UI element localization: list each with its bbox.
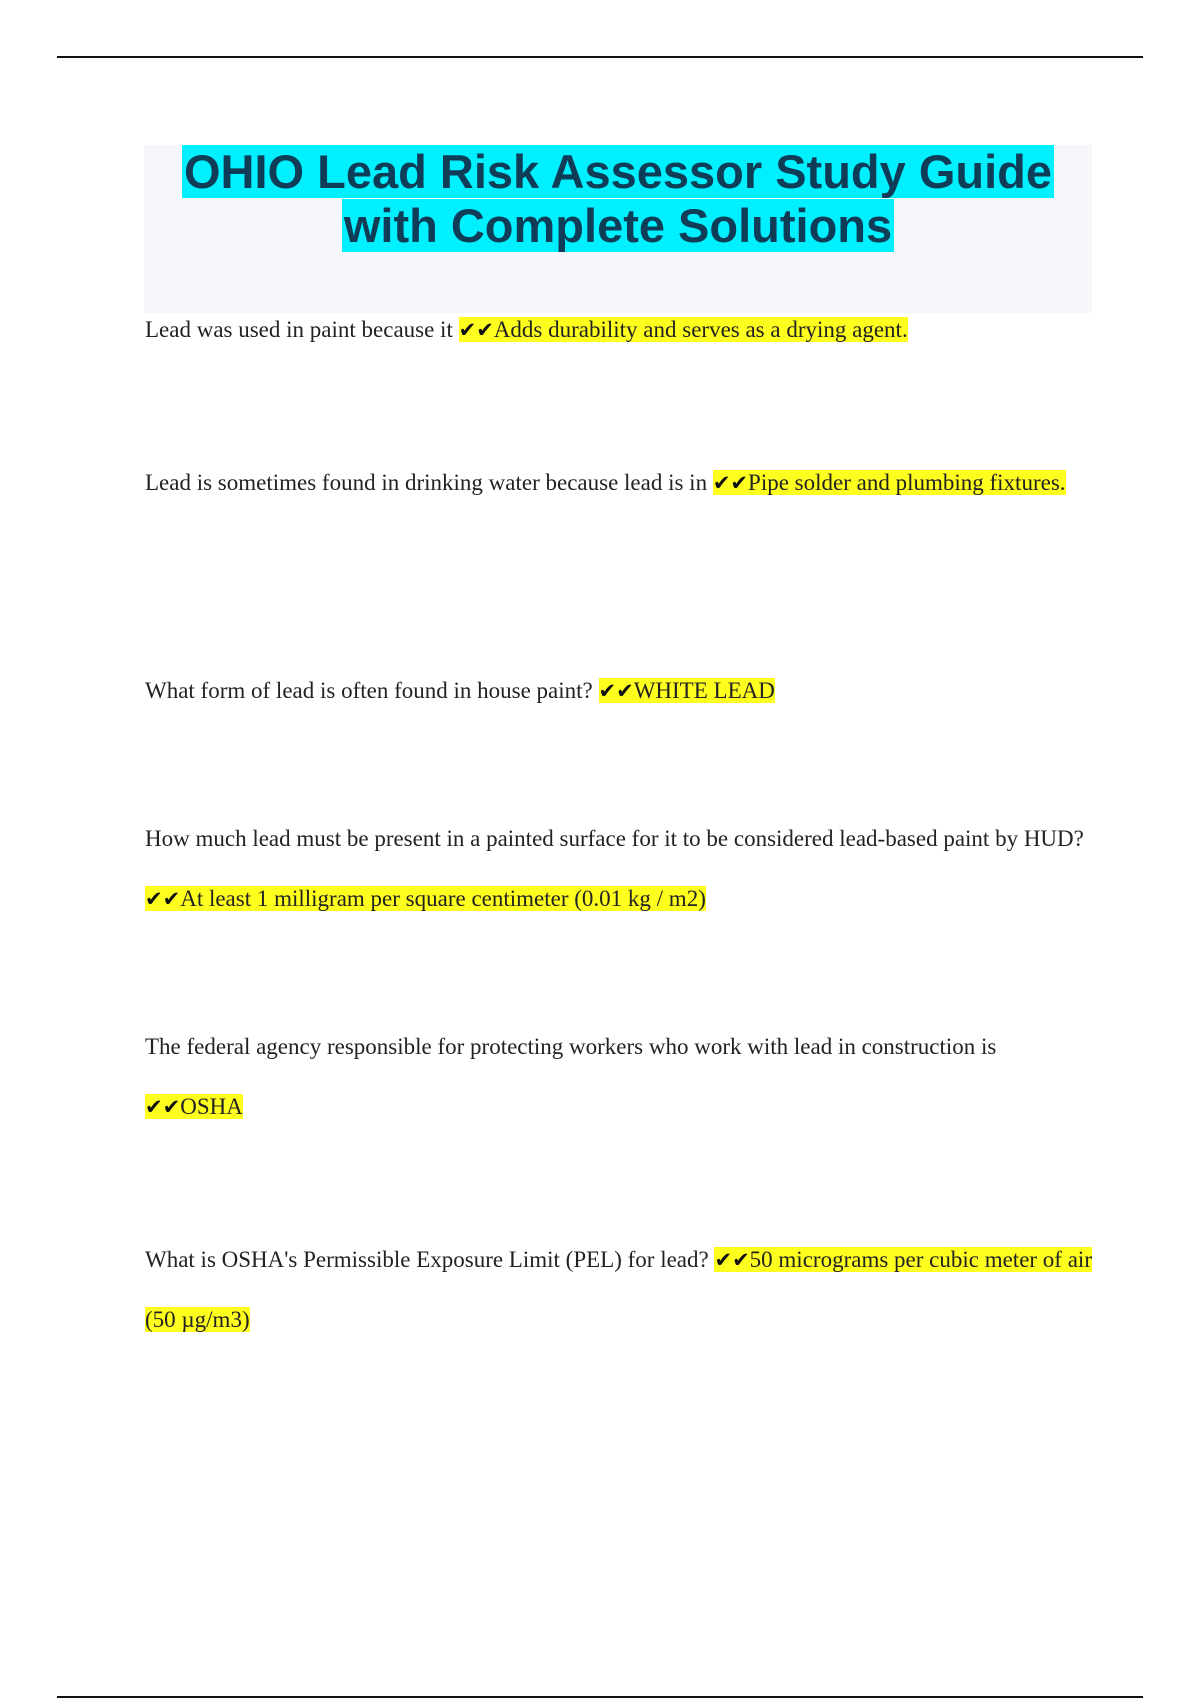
double-check-icon: ✔✔	[712, 471, 749, 495]
double-check-icon: ✔✔	[145, 887, 181, 911]
question-text: How much lead must be present in a painted surface for it to be considered lead-based paint by HUD?	[145, 826, 1084, 851]
answer-text: WHITE LEAD	[633, 678, 775, 703]
title-line-2: with Complete Solutions	[343, 199, 893, 252]
question-text: The federal agency responsible for protecting workers who work with lead in construction is	[145, 1034, 997, 1059]
qa-item	[145, 661, 1095, 721]
qa-item	[145, 300, 1095, 360]
question-text: Lead is sometimes found in drinking water because lead is in	[145, 470, 713, 495]
double-check-icon: ✔✔	[458, 318, 494, 342]
top-rule	[57, 56, 1143, 58]
document-title	[144, 145, 1092, 253]
double-check-icon: ✔✔	[714, 1248, 750, 1272]
qa-item	[145, 1230, 1095, 1350]
bottom-rule	[57, 1696, 1143, 1698]
answer-highlight	[145, 1094, 243, 1119]
answer-highlight	[459, 317, 908, 342]
question-text: What form of lead is often found in house paint?	[145, 678, 599, 703]
title-line-1: OHIO Lead Risk Assessor Study Guide	[183, 145, 1052, 198]
answer-highlight	[145, 886, 706, 911]
qa-item	[145, 453, 1095, 513]
answer-text: Adds durability and serves as a drying agent.	[493, 317, 908, 342]
answer-highlight	[713, 470, 1066, 495]
question-text: What is OSHA's Permissible Exposure Limit (PEL) for lead?	[145, 1247, 715, 1272]
answer-text: At least 1 milligram per square centimeter (0.01 kg / m2)	[180, 886, 706, 911]
answer-text: Pipe solder and plumbing fixtures.	[748, 470, 1066, 495]
qa-item	[145, 1017, 1095, 1137]
answer-highlight	[599, 678, 775, 703]
qa-item	[145, 809, 1095, 929]
double-check-icon: ✔✔	[145, 1095, 181, 1119]
question-text: Lead was used in paint because it	[145, 317, 459, 342]
answer-text: 50 micrograms per cubic meter of air (50 µg/m3)	[145, 1247, 1092, 1332]
double-check-icon: ✔✔	[598, 679, 634, 703]
answer-text: OSHA	[180, 1094, 243, 1119]
